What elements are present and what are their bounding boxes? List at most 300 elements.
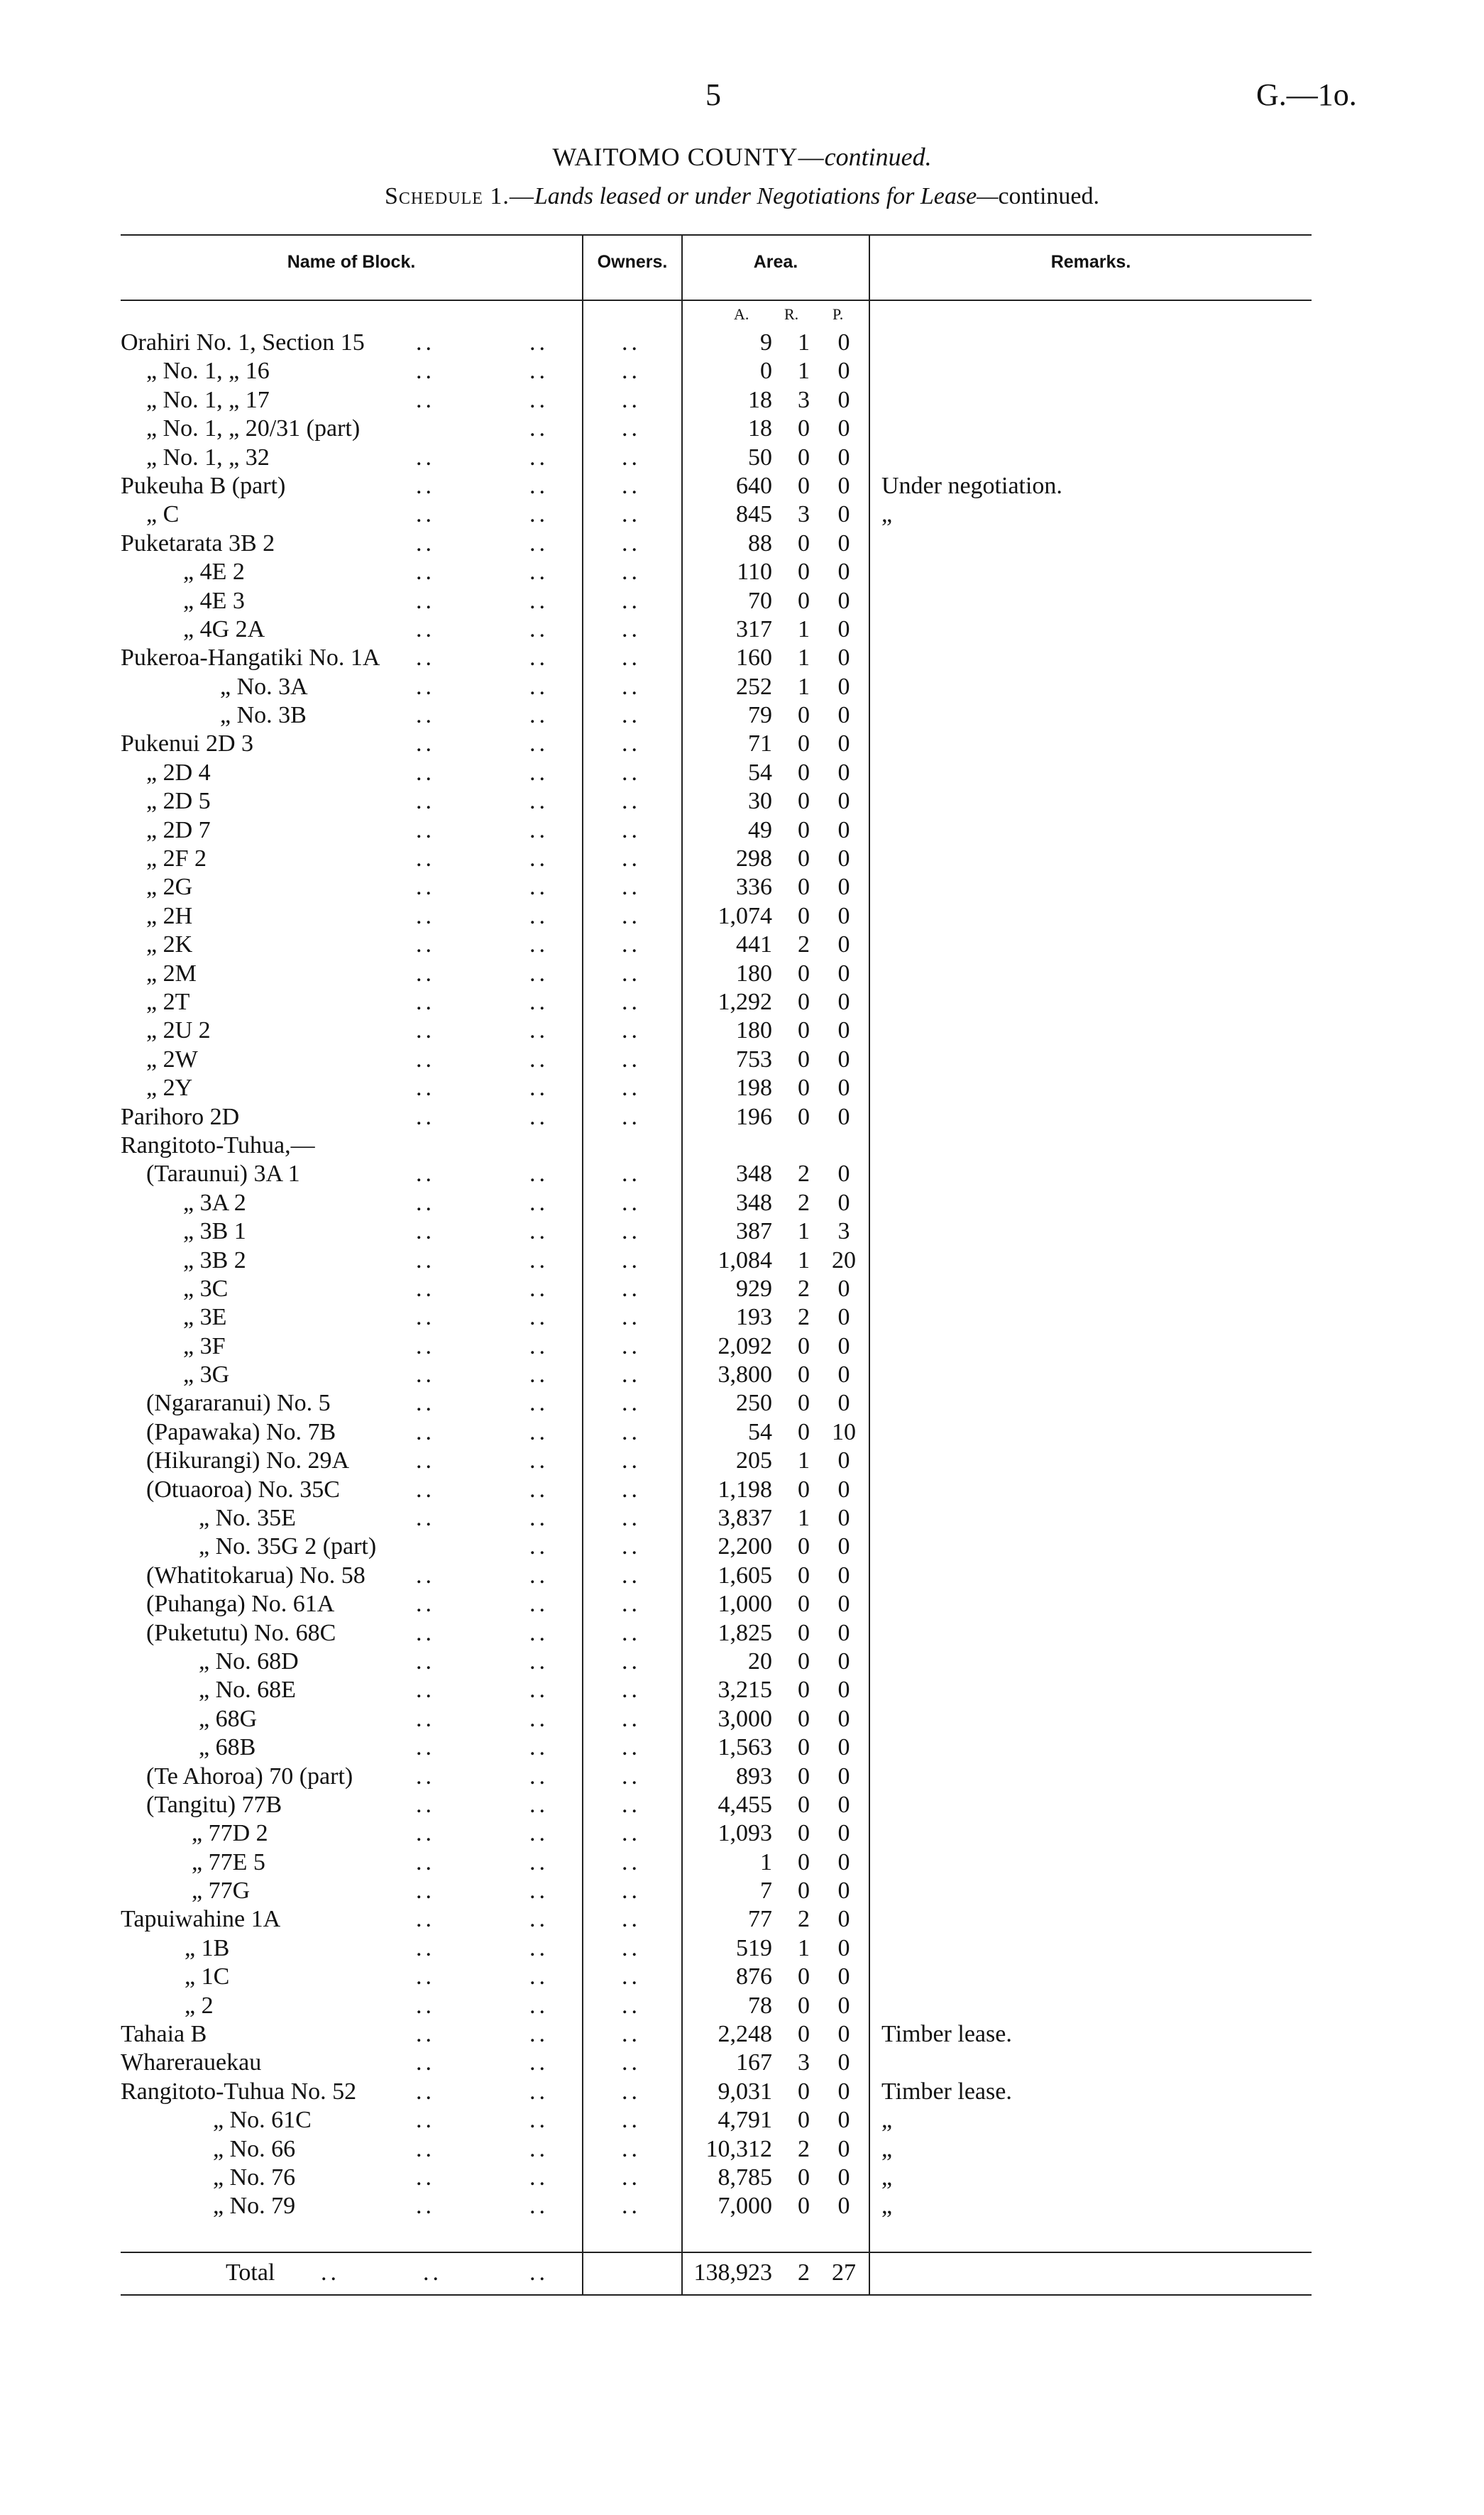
area-roods: 0 xyxy=(798,702,810,729)
area-roods: 0 xyxy=(798,1763,810,1790)
column-header-remarks: Remarks. xyxy=(1050,252,1131,272)
area-roods: 3 xyxy=(798,2049,810,2076)
leader-dots: .. xyxy=(416,1591,435,1618)
leader-dots: .. xyxy=(416,1992,435,2019)
owners-cell: .. xyxy=(622,1533,641,1560)
area-acres: 20 xyxy=(748,1648,772,1675)
table-row xyxy=(0,845,1484,873)
leader-dots: .. xyxy=(416,1619,435,1646)
area-acres: 336 xyxy=(736,874,772,901)
area-roods: 0 xyxy=(798,472,810,499)
leader-dots: .. xyxy=(529,1161,549,1188)
area-roods: 0 xyxy=(798,1390,810,1417)
block-name: „ No. 1, „ 20/31 (part) xyxy=(146,415,361,442)
area-acres: 640 xyxy=(736,472,772,499)
owners-cell: .. xyxy=(622,1619,641,1646)
leader-dots: .. xyxy=(529,730,549,757)
block-name: Puketarata 3B 2 xyxy=(121,530,275,557)
area-perches: 0 xyxy=(837,1763,850,1790)
area-roods: 1 xyxy=(798,1934,810,1961)
area-acres: 7 xyxy=(760,1878,772,1905)
area-acres: 30 xyxy=(748,788,772,815)
leader-dots: .. xyxy=(529,1075,549,1102)
owners-cell: .. xyxy=(622,960,641,987)
area-acres: 0 xyxy=(760,358,772,385)
area-perches: 0 xyxy=(837,1820,850,1847)
owners-cell: .. xyxy=(622,1103,641,1130)
block-name: „ 3G xyxy=(183,1361,230,1388)
total-roods: 2 xyxy=(798,2259,810,2286)
owners-cell: .. xyxy=(622,1878,641,1905)
area-acres: 193 xyxy=(736,1304,772,1331)
area-perches: 0 xyxy=(837,1934,850,1961)
area-acres: 250 xyxy=(736,1390,772,1417)
owners-cell: .. xyxy=(622,902,641,929)
area-roods: 0 xyxy=(798,1820,810,1847)
area-perches: 0 xyxy=(837,1533,850,1560)
leader-dots: .. xyxy=(529,1848,549,1875)
owners-cell: .. xyxy=(622,988,641,1015)
area-perches: 20 xyxy=(832,1246,856,1273)
leader-dots: .. xyxy=(529,2107,549,2134)
table-row xyxy=(0,873,1484,902)
leader-dots: .. xyxy=(416,386,435,413)
leader-dots: .. xyxy=(416,902,435,929)
area-roods: 2 xyxy=(798,2135,810,2162)
area-acres: 441 xyxy=(736,931,772,958)
column-header-area: Area. xyxy=(753,252,798,272)
area-perches: 0 xyxy=(837,1677,850,1704)
area-acres: 3,215 xyxy=(718,1677,772,1704)
table-row xyxy=(0,500,1484,529)
table-row xyxy=(0,816,1484,845)
owners-cell: .. xyxy=(622,845,641,872)
table-row xyxy=(0,701,1484,730)
table-bottom-rule xyxy=(121,2294,1312,2296)
table-body xyxy=(0,329,1484,2221)
table-row xyxy=(0,1476,1484,1504)
owners-cell: .. xyxy=(622,1418,641,1445)
area-perches: 0 xyxy=(837,1734,850,1761)
area-roods: 0 xyxy=(798,1878,810,1905)
area-acres: 1,605 xyxy=(718,1562,772,1589)
owners-cell: .. xyxy=(622,1848,641,1875)
area-perches: 0 xyxy=(837,1648,850,1675)
leader-dots: .. xyxy=(321,2259,340,2286)
area-acres: 3,837 xyxy=(718,1505,772,1532)
area-acres: 79 xyxy=(748,702,772,729)
leader-dots: .. xyxy=(416,1848,435,1875)
area-roods: 0 xyxy=(798,1791,810,1818)
leader-dots: .. xyxy=(416,1677,435,1704)
leader-dots: .. xyxy=(416,1075,435,1102)
area-perches: 0 xyxy=(837,329,850,356)
leader-dots: .. xyxy=(416,1246,435,1273)
leader-dots: .. xyxy=(529,1332,549,1359)
owners-cell: .. xyxy=(622,615,641,642)
area-acres: 1,000 xyxy=(718,1591,772,1618)
area-perches: 0 xyxy=(837,2049,850,2076)
leader-dots: .. xyxy=(416,1275,435,1302)
area-acres: 893 xyxy=(736,1763,772,1790)
owners-cell: .. xyxy=(622,386,641,413)
area-acres: 180 xyxy=(736,960,772,987)
area-roods: 1 xyxy=(798,1246,810,1273)
area-perches: 0 xyxy=(837,931,850,958)
leader-dots: .. xyxy=(423,2259,442,2286)
leader-dots: .. xyxy=(529,530,549,557)
table-row xyxy=(0,1246,1484,1275)
area-acres: 198 xyxy=(736,1075,772,1102)
area-roods: 1 xyxy=(798,1218,810,1245)
leader-dots: .. xyxy=(416,1878,435,1905)
table-row xyxy=(0,1275,1484,1303)
area-roods: 0 xyxy=(798,2078,810,2105)
table-row xyxy=(0,1819,1484,1848)
owners-cell: .. xyxy=(622,472,641,499)
area-acres: 1,084 xyxy=(718,1246,772,1273)
area-perches: 0 xyxy=(837,2078,850,2105)
area-acres: 348 xyxy=(736,1189,772,1216)
area-acres: 2,248 xyxy=(718,2021,772,2048)
area-roods: 1 xyxy=(798,329,810,356)
leader-dots: .. xyxy=(416,816,435,843)
leader-dots: .. xyxy=(529,1562,549,1589)
area-roods: 0 xyxy=(798,530,810,557)
leader-dots: .. xyxy=(529,1878,549,1905)
block-name: (Puketutu) No. 68C xyxy=(146,1619,336,1646)
owners-cell: .. xyxy=(622,1705,641,1732)
leader-dots: .. xyxy=(416,788,435,815)
leader-dots: .. xyxy=(529,1505,549,1532)
area-perches: 0 xyxy=(837,587,850,614)
owners-cell: .. xyxy=(622,2107,641,2134)
table-row xyxy=(0,558,1484,586)
leader-dots: .. xyxy=(529,2164,549,2191)
leader-dots: .. xyxy=(416,1505,435,1532)
owners-cell: .. xyxy=(622,816,641,843)
area-roods: 0 xyxy=(798,1418,810,1445)
owners-cell: .. xyxy=(622,1963,641,1990)
leader-dots: .. xyxy=(529,615,549,642)
leader-dots: .. xyxy=(416,673,435,700)
leader-dots: .. xyxy=(416,1734,435,1761)
area-acres: 7,000 xyxy=(718,2193,772,2220)
block-name: „ No. 1, „ 17 xyxy=(146,386,270,413)
leader-dots: .. xyxy=(529,1218,549,1245)
block-name: „ 2K xyxy=(146,931,193,958)
leader-dots: .. xyxy=(529,415,549,442)
table-row xyxy=(0,1905,1484,1934)
area-acres: 3,800 xyxy=(718,1361,772,1388)
table-row xyxy=(0,1763,1484,1791)
owners-cell: .. xyxy=(622,329,641,356)
leader-dots: .. xyxy=(529,1246,549,1273)
owners-cell: .. xyxy=(622,1332,641,1359)
block-name: „ 3B 2 xyxy=(183,1246,246,1273)
area-perches: 0 xyxy=(837,1476,850,1503)
area-roods: 0 xyxy=(798,1361,810,1388)
leader-dots: .. xyxy=(529,2259,549,2286)
owners-cell: .. xyxy=(622,415,641,442)
owners-cell: .. xyxy=(622,2021,641,2048)
leader-dots: .. xyxy=(416,530,435,557)
block-name: „ 2T xyxy=(146,988,190,1015)
leader-dots: .. xyxy=(529,1763,549,1790)
owners-cell: .. xyxy=(622,1648,641,1675)
leader-dots: .. xyxy=(529,1275,549,1302)
owners-cell: .. xyxy=(622,1505,641,1532)
block-name: „ 2Y xyxy=(146,1075,193,1102)
total-label: Total xyxy=(226,2259,275,2286)
area-acres: 1 xyxy=(760,1848,772,1875)
table-row xyxy=(0,1619,1484,1648)
area-acres: 50 xyxy=(748,444,772,471)
block-name: „ 2G xyxy=(146,874,193,901)
area-acres: 180 xyxy=(736,1017,772,1044)
area-acres: 167 xyxy=(736,2049,772,2076)
table-row xyxy=(0,931,1484,959)
block-name: (Taraunui) 3A 1 xyxy=(146,1161,300,1188)
area-roods: 0 xyxy=(798,1017,810,1044)
block-name: „ 2D 5 xyxy=(146,788,211,815)
area-perches: 0 xyxy=(837,759,850,786)
block-name: „ No. 35E xyxy=(199,1505,296,1532)
table-row xyxy=(0,1791,1484,1819)
area-acres: 387 xyxy=(736,1218,772,1245)
area-perches: 0 xyxy=(837,960,850,987)
leader-dots: .. xyxy=(416,759,435,786)
block-name: „ No. 35G 2 (part) xyxy=(199,1533,377,1560)
block-name: „ 4E 3 xyxy=(183,587,245,614)
leader-dots: .. xyxy=(416,1046,435,1073)
table-row xyxy=(0,1848,1484,1877)
block-name: „ No. 68D xyxy=(199,1648,299,1675)
area-perches: 0 xyxy=(837,1332,850,1359)
area-acres: 54 xyxy=(748,759,772,786)
table-row xyxy=(0,1332,1484,1361)
subtitle-suffix: continued. xyxy=(998,183,1100,209)
block-name: (Ngararanui) No. 5 xyxy=(146,1390,331,1417)
table-row xyxy=(0,1877,1484,1905)
area-perches: 0 xyxy=(837,988,850,1015)
leader-dots: .. xyxy=(416,329,435,356)
leader-dots: .. xyxy=(416,1763,435,1790)
subtitle-italic: Lands leased or under Negotiations for Lease— xyxy=(534,183,999,209)
leader-dots: .. xyxy=(529,1963,549,1990)
area-roods: 0 xyxy=(798,1963,810,1990)
area-roods: 0 xyxy=(798,1591,810,1618)
area-roods: 1 xyxy=(798,673,810,700)
leader-dots: .. xyxy=(529,759,549,786)
area-acres: 10,312 xyxy=(705,2135,772,2162)
area-acres: 519 xyxy=(736,1934,772,1961)
block-name: „ 68G xyxy=(199,1705,258,1732)
block-name: Wharerauekau xyxy=(121,2049,262,2076)
owners-cell: .. xyxy=(622,2164,641,2191)
owners-cell: .. xyxy=(622,1934,641,1961)
leader-dots: .. xyxy=(529,645,549,672)
block-name: Parihoro 2D xyxy=(121,1103,240,1130)
owners-cell: .. xyxy=(622,931,641,958)
owners-cell: .. xyxy=(622,2135,641,2162)
owners-cell: .. xyxy=(622,1791,641,1818)
block-name: „ 2D 7 xyxy=(146,816,211,843)
area-perches: 0 xyxy=(837,2135,850,2162)
remarks-cell: „ xyxy=(881,2164,893,2191)
leader-dots: .. xyxy=(416,615,435,642)
area-acres: 876 xyxy=(736,1963,772,1990)
owners-cell: .. xyxy=(622,730,641,757)
owners-cell: .. xyxy=(622,444,641,471)
table-row xyxy=(0,2049,1484,2077)
block-name: „ 1C xyxy=(185,1963,230,1990)
block-name: „ 3B 1 xyxy=(183,1218,246,1245)
area-perches: 0 xyxy=(837,1447,850,1474)
block-name: „ 3E xyxy=(183,1304,227,1331)
area-roods: 0 xyxy=(798,816,810,843)
leader-dots: .. xyxy=(529,2078,549,2105)
table-row xyxy=(0,1590,1484,1618)
area-acres: 18 xyxy=(748,386,772,413)
owners-cell: .. xyxy=(622,2078,641,2105)
block-name: „ 68B xyxy=(199,1734,256,1761)
leader-dots: .. xyxy=(416,1361,435,1388)
owners-cell: .. xyxy=(622,788,641,815)
area-perches: 0 xyxy=(837,1619,850,1646)
area-acres: 845 xyxy=(736,501,772,528)
leader-dots: .. xyxy=(529,472,549,499)
leader-dots: .. xyxy=(416,1218,435,1245)
total-acres: 138,923 xyxy=(693,2259,772,2286)
table-row xyxy=(0,1733,1484,1762)
block-name: „ No. 3B xyxy=(220,702,307,729)
area-perches: 0 xyxy=(837,1505,850,1532)
table-row xyxy=(0,357,1484,385)
area-perches: 0 xyxy=(837,874,850,901)
owners-cell: .. xyxy=(622,702,641,729)
owners-cell: .. xyxy=(622,501,641,528)
area-acres: 18 xyxy=(748,415,772,442)
owners-cell: .. xyxy=(622,1906,641,1933)
area-acres: 4,455 xyxy=(718,1791,772,1818)
table-row xyxy=(0,2164,1484,2192)
block-name: „ 2M xyxy=(146,960,197,987)
owners-cell: .. xyxy=(622,1476,641,1503)
leader-dots: .. xyxy=(416,444,435,471)
leader-dots: .. xyxy=(416,1476,435,1503)
table-row xyxy=(0,1418,1484,1447)
leader-dots: .. xyxy=(529,329,549,356)
leader-dots: .. xyxy=(416,1963,435,1990)
block-name: „ No. 79 xyxy=(213,2193,296,2220)
remarks-cell: „ xyxy=(881,2193,893,2220)
area-roods: 0 xyxy=(798,1476,810,1503)
owners-cell: .. xyxy=(622,358,641,385)
area-acres: 252 xyxy=(736,673,772,700)
table-row xyxy=(0,1676,1484,1704)
title-suffix: continued. xyxy=(824,143,932,171)
area-acres: 2,200 xyxy=(718,1533,772,1560)
leader-dots: .. xyxy=(529,931,549,958)
area-perches: 0 xyxy=(837,845,850,872)
block-name: Rangitoto-Tuhua No. 52 xyxy=(121,2078,357,2105)
area-acres: 77 xyxy=(748,1906,772,1933)
area-perches: 0 xyxy=(837,1275,850,1302)
leader-dots: .. xyxy=(416,1304,435,1331)
table-row xyxy=(0,1103,1484,1132)
table-row xyxy=(0,2078,1484,2106)
table-row xyxy=(0,615,1484,644)
remarks-cell: Timber lease. xyxy=(881,2078,1012,2105)
table-row xyxy=(0,1963,1484,1991)
leader-dots: .. xyxy=(529,1619,549,1646)
table-row xyxy=(0,329,1484,357)
area-acres: 348 xyxy=(736,1161,772,1188)
table-row xyxy=(0,1562,1484,1590)
area-perches: 0 xyxy=(837,1992,850,2019)
total-row xyxy=(0,2259,1484,2287)
total-top-rule xyxy=(121,2252,1312,2253)
table-row xyxy=(0,673,1484,701)
column-header-owners: Owners. xyxy=(597,252,668,272)
block-name: Tapuiwahine 1A xyxy=(121,1906,281,1933)
leader-dots: .. xyxy=(529,1734,549,1761)
header-bottom-rule xyxy=(121,300,1312,301)
area-perches: 0 xyxy=(837,1361,850,1388)
area-perches: 0 xyxy=(837,444,850,471)
area-roods: 1 xyxy=(798,1447,810,1474)
area-perches: 0 xyxy=(837,358,850,385)
area-acres: 1,198 xyxy=(718,1476,772,1503)
leader-dots: .. xyxy=(529,1476,549,1503)
block-name: „ 77E 5 xyxy=(192,1848,265,1875)
area-roods: 0 xyxy=(798,845,810,872)
leader-dots: .. xyxy=(416,2021,435,2048)
leader-dots: .. xyxy=(529,1533,549,1560)
remarks-cell: „ xyxy=(881,2107,893,2134)
table-row xyxy=(0,415,1484,443)
area-acres: 71 xyxy=(748,730,772,757)
schedule-subtitle xyxy=(0,183,1484,210)
table-row xyxy=(0,1705,1484,1733)
owners-cell: .. xyxy=(622,759,641,786)
block-name: Rangitoto-Tuhua,— xyxy=(121,1132,315,1158)
area-perches: 0 xyxy=(837,1103,850,1130)
area-roods: 2 xyxy=(798,1189,810,1216)
area-roods: 0 xyxy=(798,444,810,471)
block-name: „ 2H xyxy=(146,902,193,929)
leader-dots: .. xyxy=(416,645,435,672)
block-name: „ 1B xyxy=(185,1934,230,1961)
remarks-cell: „ xyxy=(881,501,893,528)
leader-dots: .. xyxy=(416,2107,435,2134)
area-acres: 8,785 xyxy=(718,2164,772,2191)
leader-dots: .. xyxy=(529,988,549,1015)
owners-cell: .. xyxy=(622,874,641,901)
leader-dots: .. xyxy=(529,2021,549,2048)
leader-dots: .. xyxy=(416,1791,435,1818)
area-roods: 0 xyxy=(798,1648,810,1675)
leader-dots: .. xyxy=(529,386,549,413)
leader-dots: .. xyxy=(529,1648,549,1675)
block-name: (Tangitu) 77B xyxy=(146,1791,282,1818)
leader-dots: .. xyxy=(416,358,435,385)
area-perches: 0 xyxy=(837,816,850,843)
total-perches: 27 xyxy=(832,2259,856,2286)
table-row xyxy=(0,759,1484,787)
area-roods: 0 xyxy=(798,1533,810,1560)
